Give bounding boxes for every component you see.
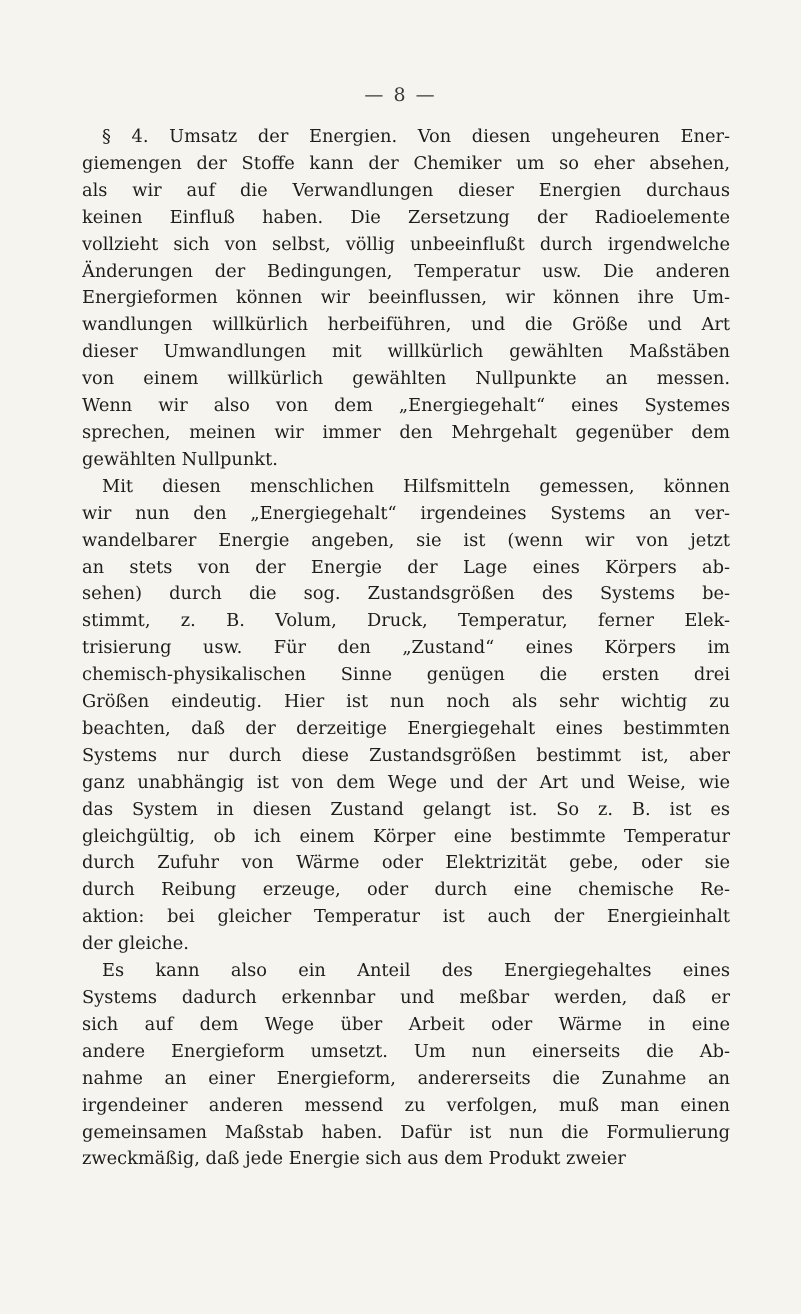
text-line: das System in diesen Zustand gelangt ist. So z. B. ist es	[82, 798, 730, 820]
text-line: Mit diesen menschlichen Hilfsmitteln gemessen, können	[102, 475, 730, 497]
text-line: Es kann also ein Anteil des Energiegehaltes eines	[102, 960, 730, 982]
text-line: dieser Umwandlungen mit willkürlich gewählten Maßstäben	[82, 341, 730, 363]
text-line: Systems nur durch diese Zustandsgrößen bestimmt ist, aber	[82, 744, 730, 766]
text-line: andere Energieform umsetzt. Um nun einerseits die Ab-	[82, 1040, 730, 1062]
text-line: gleichgültig, ob ich einem Körper eine bestimmte Temperatur	[82, 825, 730, 847]
text-line: durch Zufuhr von Wärme oder Elektrizität gebe, oder sie	[82, 852, 730, 874]
text-line: als wir auf die Verwandlungen dieser Energien durchaus	[82, 179, 730, 201]
text-line: sich auf dem Wege über Arbeit oder Wärme in eine	[82, 1013, 730, 1035]
text-line: zweckmäßig, daß jede Energie sich aus dem Produkt zweier	[82, 1148, 626, 1170]
text-line: keinen Einfluß haben. Die Zersetzung der Radioelemente	[82, 206, 730, 228]
text-line: sehen) durch die sog. Zustandsgrößen des Systems be-	[82, 583, 730, 605]
text-line: Energieformen können wir beeinflussen, wir können ihre Um-	[82, 287, 730, 309]
text-line: Systems dadurch erkennbar und meßbar werden, daß er	[82, 987, 730, 1008]
text-line: aktion: bei gleicher Temperatur ist auch der Energieinhalt	[82, 906, 730, 928]
body-text	[82, 124, 730, 1173]
text-line: Wenn wir also von dem „Energiegehalt“ eines Systemes	[82, 395, 730, 417]
text-line: wandlungen willkürlich herbeiführen, und die Größe und Art	[82, 314, 730, 336]
text-line: irgendeiner anderen messend zu verfolgen, muß man einen	[82, 1094, 730, 1116]
text-line: nahme an einer Energieform, andererseits die Zunahme an	[82, 1067, 730, 1089]
text-line: beachten, daß der derzeitige Energiegehalt eines bestimmten	[82, 717, 730, 739]
text-line: an stets von der Energie der Lage eines Körpers ab-	[82, 556, 730, 578]
text-line: wir nun den „Energiegehalt“ irgendeines Systems an ver-	[82, 502, 730, 524]
text-line: § 4. Umsatz der Energien. Von diesen ungeheuren Ener-	[102, 126, 730, 147]
text-line: giemengen der Stoffe kann der Chemiker um so eher absehen,	[82, 152, 730, 174]
text-line: sprechen, meinen wir immer den Mehrgehalt gegenüber dem	[82, 421, 730, 443]
text-line: durch Reibung erzeuge, oder durch eine chemische Re-	[82, 879, 730, 901]
text-line: stimmt, z. B. Volum, Druck, Temperatur, ferner Elek-	[82, 610, 730, 632]
text-line: vollzieht sich von selbst, völlig unbeeinflußt durch irgendwelche	[82, 233, 730, 255]
text-line: wandelbarer Energie angeben, sie ist (wenn wir von jetzt	[82, 529, 730, 551]
text-line: Änderungen der Bedingungen, Temperatur usw. Die anderen	[82, 260, 730, 282]
text-line: von einem willkürlich gewählten Nullpunkte an messen.	[82, 368, 730, 390]
text-line: ganz unabhängig ist von dem Wege und der Art und Weise, wie	[82, 771, 730, 793]
text-line: der gleiche.	[82, 933, 189, 955]
text-line: trisierung usw. Für den „Zustand“ eines Körpers im	[82, 637, 730, 659]
text-line: Größen eindeutig. Hier ist nun noch als sehr wichtig zu	[82, 691, 730, 713]
page-number: — 8 —	[364, 84, 437, 106]
text-line: gemeinsamen Maßstab haben. Dafür ist nun die Formulierung	[82, 1121, 730, 1143]
text-line: chemisch-physikalischen Sinne genügen die ersten drei	[82, 664, 730, 686]
text-line: gewählten Nullpunkt.	[82, 448, 278, 470]
